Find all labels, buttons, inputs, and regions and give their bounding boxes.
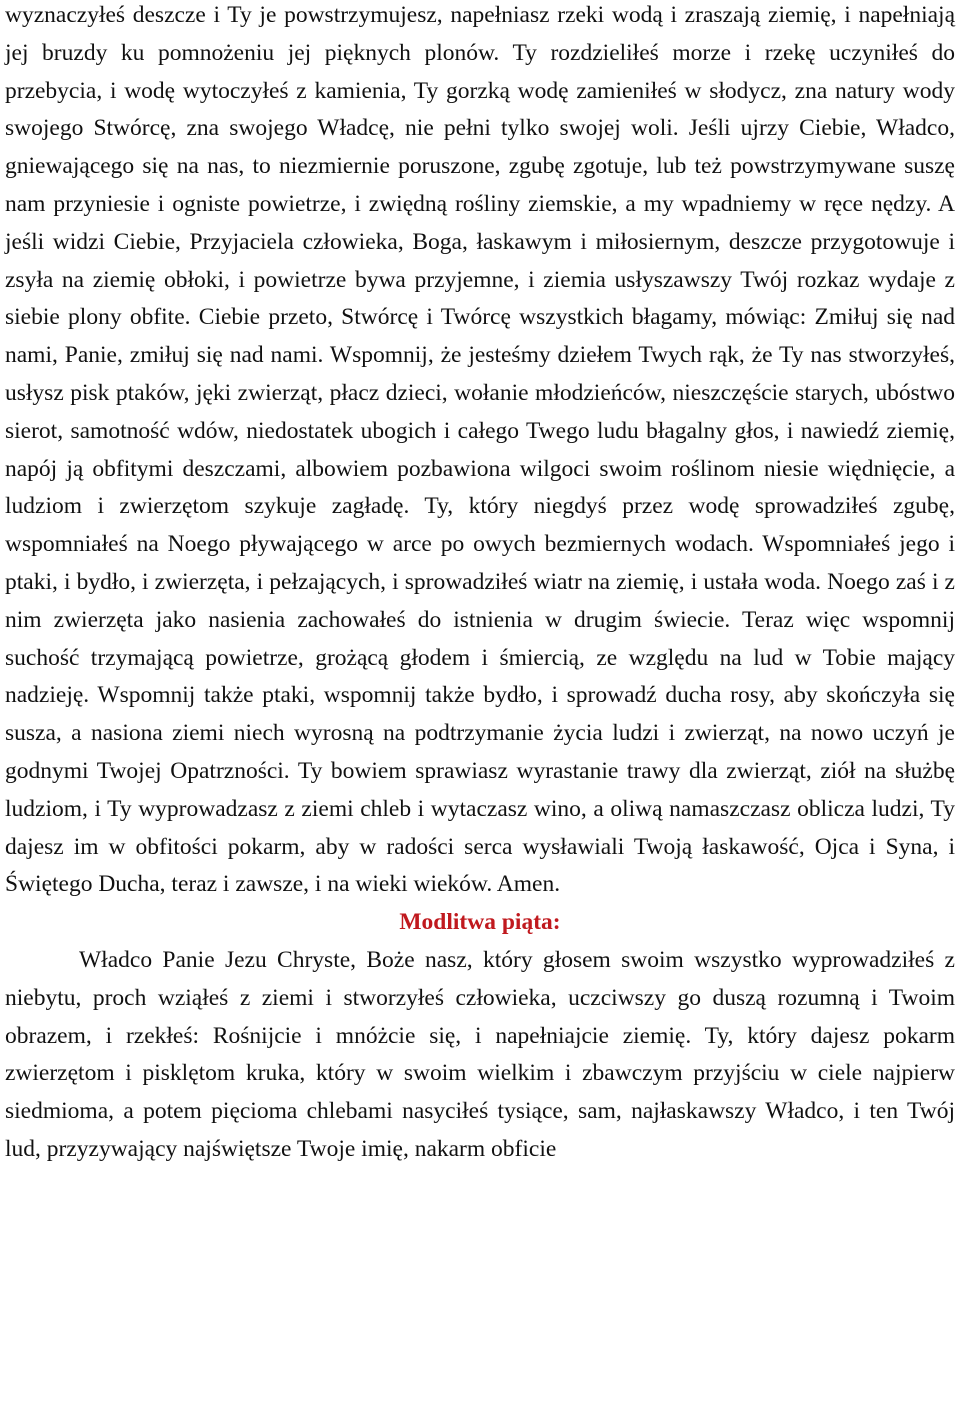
section-heading: Modlitwa piąta: <box>399 909 561 936</box>
prayer-paragraph-continued: wyznaczyłeś deszcze i Ty je powstrzymujesz, napełniasz rzeki wodą i zraszają ziemię, i napełniają jej bruzdy ku pomnożeniu jej pięknych plonów. Ty rozdzieliłeś morze i rzekę uczyniłeś do przebycia, i wodę wytoczyłeś z kamienia, Ty gorzką wodę zamieniłeś w słodycz, zna natury wody swojego Stwórcę, zna swojego Władcę, nie pełni tylko swojej woli. Jeśli ujrzy Ciebie, Władco, gniewającego się na nas, to niezmiernie poruszone, zgubę zgotuje, lub też powstrzymywane suszę nam przyniesie i ogniste powietrze, i zwiędną rośliny ziemskie, a my wpadniemy w ręce nędzy. A jeśli widzi Ciebie, Przyjaciela człowieka, Boga, łaskawym i miłosiernym, deszcze przygotowuje i zsyła na ziemię obłoki, i powietrze bywa przyjemne, i ziemia usłyszawszy Twój rozkaz wydaje z siebie plony obfite. Ciebie przeto, Stwórcę i Twórcę wszystkich błagamy, mówiąc: Zmiłuj się nad nami, Panie, zmiłuj się nad nami. Wspomnij, że jesteśmy dziełem Twych rąk, że Ty nas stworzyłeś, usłysz pisk ptaków, jęki zwierząt, płacz dzieci, wołanie młodzieńców, nieszczęście starych, ubóstwo sierot, samotność wdów, niedostatek ubogich i całego Twego ludu błagalny głos, i nawiedź ziemię, napój ją obfitymi deszczami, albowiem pozbawiona wilgoci swoim roślinom niesie więdnięcie, a ludziom i zwierzętom szykuje zagładę. Ty, który niegdyś przez wodę sprowadziłeś zgubę, wspomniałeś na Noego pływającego w arce po owych bezmiernych wodach. Wspomniałeś jego i ptaki, i bydło, i zwierzęta, i pełzających, i sprowadziłeś wiatr na ziemię, i ustała woda. Noego zaś i z nim zwierzęta jako nasienia zachowałeś do istnienia w drugim świecie. Teraz więc wspomnij suchość trzymającą powietrze, grożącą głodem i śmiercią, ze względu na lud w Tobie mający nadzieję. Wspomnij także ptaki, wspomnij także bydło, i sprowadź ducha rosy, aby skończyła się susza, a nasiona ziemi niech wyrosną na podtrzymanie życia ludzi i zwierząt, na nowo uczyń je godnymi Twojej Opatrzności. Ty bowiem sprawiasz wyrastanie trawy dla zwierząt, ziół na służbę ludziom, i Ty wyprowadzasz z ziemi chleb i wytaczasz wino, a oliwą namaszczasz oblicza ludzi, Ty dajesz im w obfitości pokarm, aby w radości serca wysławiali Twoją łaskawość, Ojca i Syna, i Świętego Ducha, teraz i zawsze, i na wieki wieków. Amen. <box>5 2 955 898</box>
document-page <box>5 0 955 1169</box>
prayer-paragraph-fifth: Władco Panie Jezu Chryste, Boże nasz, który głosem swoim wszystko wyprowadziłeś z niebytu, proch wziąłeś z ziemi i stworzyłeś człowieka, uczciwszy go duszą rozumną i Twoim obrazem, i rzekłeś: Rośnijcie i mnóżcie się, i napełniajcie ziemię. Ty, który dajesz pokarm zwierzętom i pisklętom kruka, który w swoim wielkim i zbawczym przyjściu w ciele najpierw siedmioma, a potem pięcioma chlebami nasyciłeś tysiące, sam, najłaskawszy Władco, i ten Twój lud, przyzywający najświętsze Twoje imię, nakarm obficie <box>5 946 955 1162</box>
